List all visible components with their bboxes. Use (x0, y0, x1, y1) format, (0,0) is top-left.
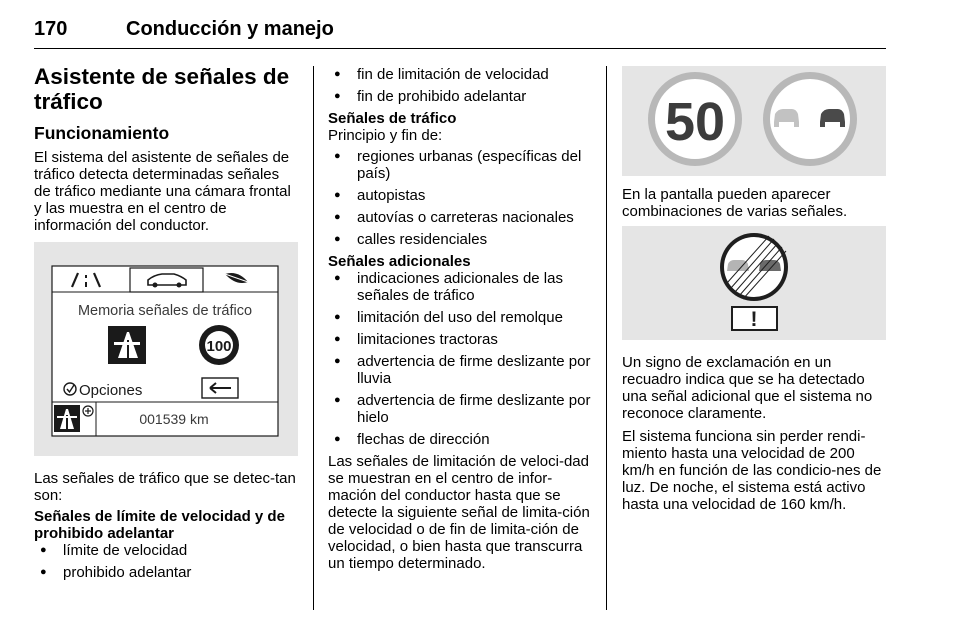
intro-paragraph: El sistema del asistente de señales de tráfico detecta determinadas señales de tráfico mediante una cámara frontal y las muestra en el centro de información del conductor. (34, 149, 291, 234)
column-1 (34, 64, 298, 586)
list-item: ● regiones urbanas (específicas del país) (328, 148, 593, 182)
list-item: ● limitaciones tractoras (328, 331, 593, 348)
end-of-no-overtaking-sign-icon (720, 233, 788, 301)
additional-sign-figure (622, 226, 886, 340)
page-header (34, 8, 886, 49)
speed-signs-list (34, 542, 298, 581)
column-divider (313, 66, 314, 610)
column-3 (622, 66, 886, 519)
display-options-label[interactable]: Opciones (79, 382, 143, 399)
driver-info-display-figure (34, 242, 298, 456)
closing-paragraph: Las señales de limitación de veloci-dad se muestran en el centro de infor-mación del conductor hasta que se detecte la siguiente señal de limita-ción de velocidad o de fin de limita-ción de velocidad, o bien hasta que transcurra un tiempo determinado. (328, 453, 590, 572)
list-item: ● autopistas (328, 187, 593, 204)
speed-limit-50-sign-icon (648, 72, 742, 166)
list-item: ● limitación del uso del remolque (328, 309, 593, 326)
motorway-small-icon (54, 405, 80, 432)
display-menu-title: Memoria señales de tráfico (77, 303, 253, 319)
detected-signs-intro: Las señales de tráfico que se detec-tan son: (34, 470, 296, 504)
list-item: ● advertencia de firme deslizante por hielo (328, 392, 593, 426)
svg-text:!: ! (750, 308, 758, 331)
list-item: ● advertencia de firme deslizante por lluvia (328, 353, 593, 387)
display-odometer: 001539 km (139, 411, 209, 427)
additional-signs-list (328, 270, 593, 448)
chapter-title: Conducción y manejo (126, 18, 334, 40)
traffic-signs-heading: Señales de tráfico (328, 110, 457, 127)
section-subtitle: Funcionamiento (34, 123, 170, 143)
additional-signs-heading: Señales adicionales (328, 253, 471, 270)
traffic-signs-list (328, 148, 593, 248)
speed-signs-heading: Señales de límite de velocidad y de prohibido adelantar (34, 508, 285, 542)
performance-paragraph: El sistema funciona sin perder rendi-miento hasta una velocidad de 200 km/h en función de las condicio-nes de luz. De noche, el sistema está activo hasta una velocidad de 160 km/h. (622, 428, 882, 513)
list-item: ● flechas de dirección (328, 431, 593, 448)
sign-combination-figure (622, 66, 886, 176)
svg-text:50: 50 (664, 92, 726, 152)
list-item: ● calles residenciales (328, 231, 593, 248)
list-item: ● autovías o carreteras nacionales (328, 209, 593, 226)
page-number: 170 (34, 18, 68, 40)
list-item: ● fin de limitación de velocidad (328, 66, 593, 83)
exclamation-paragraph: Un signo de exclamación en un recuadro indica que se ha detectado una señal adicional que el sistema no reconoce claramente. (622, 354, 873, 422)
list-item: ● límite de velocidad (34, 542, 298, 559)
exclamation-box-icon (732, 307, 777, 331)
svg-text:100: 100 (206, 338, 232, 355)
combination-paragraph: En la pantalla pueden aparecer combinaciones de varias señales. (622, 186, 848, 220)
list-item: ● indicaciones adicionales de las señales de tráfico (328, 270, 593, 304)
column-2 (328, 66, 593, 578)
traffic-signs-intro: Principio y fin de: (328, 127, 443, 144)
speed-signs-list-continued (328, 66, 593, 105)
motorway-sign-icon (108, 326, 146, 364)
list-item: ● prohibido adelantar (34, 564, 298, 581)
list-item: ● fin de prohibido adelantar (328, 88, 593, 105)
no-overtaking-sign-icon (763, 72, 857, 166)
speed-limit-sign-icon (199, 325, 239, 365)
section-title: Asistente de señales de tráfico (34, 64, 290, 114)
column-divider (606, 66, 607, 610)
